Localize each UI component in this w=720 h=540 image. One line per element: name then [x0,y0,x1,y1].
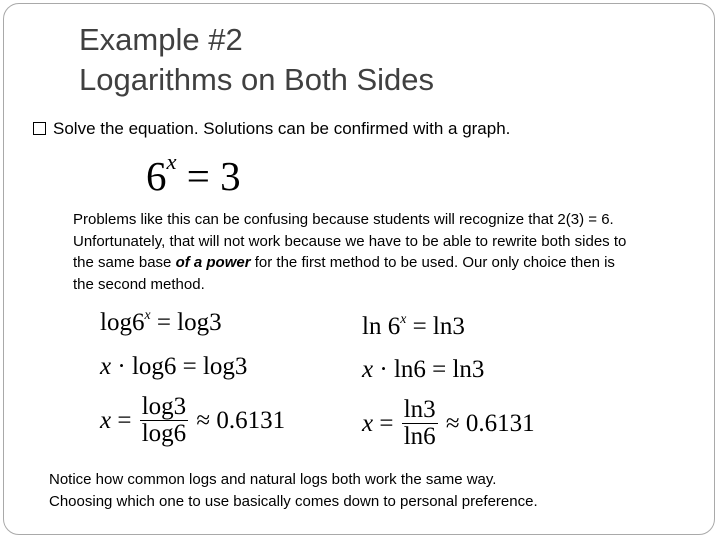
ln-step2-rest: ln6 = ln3 [393,356,485,383]
ln-step1-base: 6 [387,313,401,340]
log-step3-denominator: log6 [141,420,187,448]
ln-step2-var: x [362,356,374,383]
ln-step-1 [362,310,465,341]
ln-step3-fraction [402,397,438,451]
bullet-item [33,119,510,139]
log-step2-dot: · [117,353,126,380]
log-step3-approx: ≈ 0.6131 [196,406,286,434]
footer-line-2: Choosing which one to use basically comes down to personal preference. [49,492,538,510]
ln-step3-eq: = [379,409,394,437]
log-step-1 [100,306,222,337]
title-line-2: Logarithms on Both Sides [79,62,434,97]
square-bullet-icon [33,122,46,135]
ln-step1-rhs: = ln3 [412,313,465,340]
explanation-paragraph [73,209,633,295]
main-equation [146,148,241,200]
log-step2-var: x [100,353,112,380]
title-line-1: Example #2 [79,22,243,57]
ln-step3-denominator: ln6 [403,423,436,451]
ln-step1-exp: x [400,310,407,326]
log-step3-fraction [140,394,188,448]
para-part-2: for the first method to be used. Our only choice then is the second method. [73,254,615,293]
ln-step3-var: x [362,409,374,437]
main-eq-exponent: x [166,148,177,174]
footer-line-1: Notice how common logs and natural logs both work the same way. [49,471,497,488]
ln-step2-dot: · [379,356,388,383]
log-step-2 [100,353,247,381]
ln-step-2 [362,356,484,384]
slide-title [79,20,434,100]
log-step-3 [100,394,285,448]
log-step1-rhs: = log3 [156,309,222,336]
footer-note [49,469,689,512]
log-step1-exp: x [144,306,151,322]
log-step1-base: 6 [131,309,145,336]
main-eq-base: 6 [146,153,167,199]
log-step3-eq: = [117,406,132,434]
para-part-1: Problems like this can be confusing because students will recognize that 2(3) = 6. Unfortunately, that will not work because we have to be able to rewrite both sides to the same base [73,211,627,271]
log-step1-fn: log [100,309,132,336]
log-step2-rest: log6 = log3 [131,353,248,380]
ln-step3-numerator: ln3 [403,396,436,423]
log-step3-numerator: log3 [141,393,187,420]
bullet-text: Solve the equation. Solutions can be confirmed with a graph. [53,119,511,138]
main-eq-rhs: = 3 [186,153,241,199]
log-step3-var: x [100,406,112,434]
ln-step3-approx: ≈ 0.6131 [445,409,535,437]
ln-step-3 [362,397,535,451]
para-emphasis: of a power [175,254,251,271]
ln-step1-fn: ln [362,313,382,340]
